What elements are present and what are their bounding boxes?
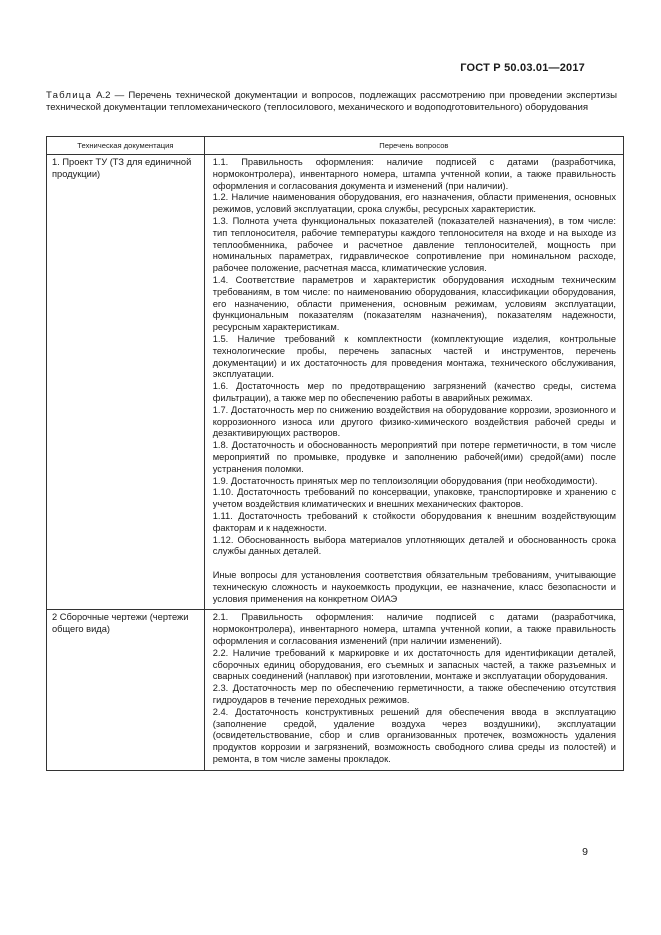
questions-cell [204, 155, 623, 610]
questions-cell [204, 610, 623, 770]
question-item: 1.5. Наличие требований к комплектности (комплектующие изделия, контрольные технологические пробы, перечень запасных частей и инструментов, перечень документации) и их достаточность для проведения монтажа, технического обслуживания, эксплуатации. [212, 333, 616, 380]
question-item: 1.1. Правильность оформления: наличие подписей с датами (разработчика, нормоконтролера), инвентарного номера, штампа учтенной копии, а также правильность оформления и согласования документа и изменений (при наличии). [212, 157, 616, 191]
table-row [47, 610, 624, 770]
question-item: 1.9. Достаточность принятых мер по теплоизоляции оборудования (при необходимости). [212, 475, 598, 486]
question-item: 1.11. Достаточность требований к стойкости оборудования к внешним воздействующим факторам и к надежности. [212, 510, 616, 533]
documentation-cell: 2 Сборочные чертежи (чертежи общего вида) [47, 610, 205, 770]
question-item: 1.4. Соответствие параметров и характеристик оборудования исходным техническим требованиям, в том числе: по наименованию оборудования, классификации оборудования, его назначению, области применения, основным режимам, условиям эксплуатации, функциональным показателям (показателям назначения), показателям надежности, ресурсным характеристикам. [212, 274, 616, 333]
other-questions-note: Иные вопросы для установления соответствия обязательным требованиям, учитывающие техническую сложность и наукоемкость продукции, ее назначение, класс безопасности и условия применения на конкретном ОИАЭ [212, 570, 616, 604]
page-number: 9 [582, 846, 588, 858]
question-item: 2.2. Наличие требований к маркировке и их достаточность для идентификации деталей, сборочных единиц оборудования, его съемных и запасных частей, а также разъемных и сварных соединений (наплавок) при изготовлении, монтаже и эксплуатации оборудования. [212, 647, 616, 682]
question-item: 1.10. Достаточность требований по консервации, упаковке, транспортировке и хранению с учетом воздействия климатических и внешних механических факторов. [212, 487, 616, 510]
question-item: 1.7. Достаточность мер по снижению воздействия на оборудование коррозии, эрозионного и коррозионного износа или другого физико-химического воздействия рабочей среды и дезактивирующих растворов. [212, 404, 616, 439]
question-item: 2.1. Правильность оформления: наличие подписей с датами (разработчика, нормоконтролера), инвентарного номера, штампа учтенной копии, а также правильность оформления и согласования изменений (при наличии изменений). [212, 612, 616, 647]
table-caption [46, 90, 617, 114]
documentation-cell: 1. Проект ТУ (ТЗ для единичной продукции) [47, 155, 205, 610]
caption-lead: Таблица [46, 90, 93, 101]
column-header-questions: Перечень вопросов [204, 137, 623, 155]
question-item: 1.12. Обоснованность выбора материалов уплотняющих деталей и обоснованность срока службы данных деталей. [212, 534, 616, 557]
question-item: 2.3. Достаточность мер по обеспечению герметичности, а также обеспечению отсутствия гидроударов в течение переходных режимов. [212, 683, 616, 706]
question-item: 1.2. Наличие наименования оборудования, его назначения, области применения, основных режимов, условий эксплуатации, срока службы, ресурсных характеристик. [212, 192, 616, 215]
table-row [47, 155, 624, 610]
table-header-row [47, 137, 624, 155]
question-item: 1.3. Полнота учета функциональных показателей (показателей назначения), в том числе: тип теплоносителя, рабочие температуры каждого теплоносителя на входе и на выходе из теплообменника, рабочее и расчетное давление теплоносителей, мощность при номинальных параметрах, гидравлическое сопротивление при номинальном расходе, рабочее положение, расчетная масса, климатические условия. [212, 215, 616, 274]
column-header-documentation: Техническая документация [47, 137, 205, 155]
caption-text: А.2 — Перечень технической документации и вопросов, подлежащих рассмотрению при проведении экспертизы технической документации тепломеханического (теплосилового, механического и водоподготовительного) оборудования [46, 90, 617, 114]
documentation-table [46, 136, 624, 771]
question-item: 2.4. Достаточность конструктивных решений для обеспечения ввода в эксплуатацию (заполнение средой, удаление воздуха через воздушники), эксплуатации (освидетельствование, сбор и слив организованных протечек, возможность удаления продуктов коррозии и загрязнений, возможность свободного слива среды из полостей) и ремонта, в том числе замены прокладок. [212, 706, 616, 765]
question-item: 1.8. Достаточность и обоснованность мероприятий при потере герметичности, в том числе мероприятий по промывке, продувке и заполнению рабочей(ими) средой(ами) после устранения поломки. [212, 440, 616, 474]
document-code: ГОСТ Р 50.03.01—2017 [460, 62, 585, 74]
question-item: 1.6. Достаточность мер по предотвращению загрязнений (качество среды, система фильтрации), а также мер по обеспечению работы в аварийных режимах. [212, 381, 616, 403]
